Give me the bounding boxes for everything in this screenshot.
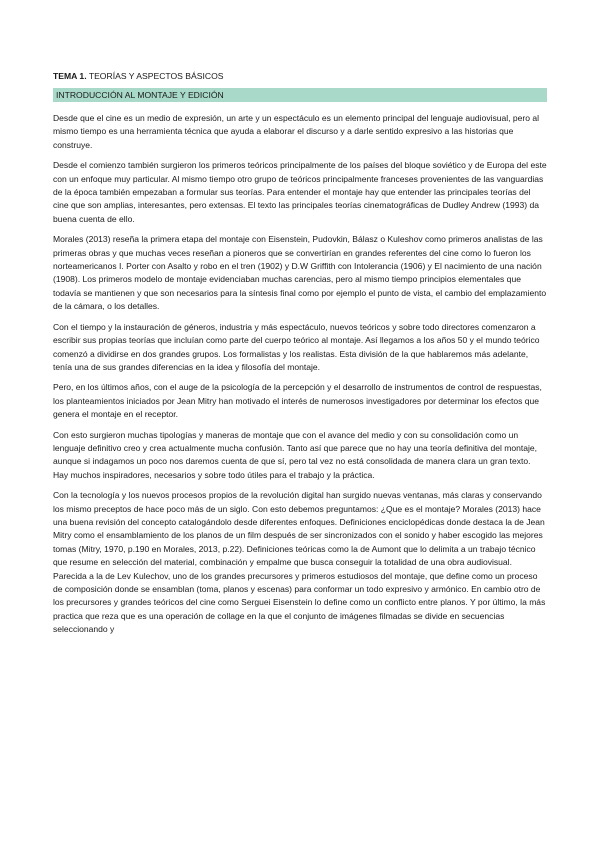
- paragraph: Desde que el cine es un medio de expresión, un arte y un espectáculo es un elemento principal del lenguaje audiovisual, pero al mismo tiempo es una herramienta técnica que ayuda a elaborar el discurso y a darle sentido expresivo a las historias que construye.: [53, 113, 540, 150]
- chapter-title: [53, 70, 547, 82]
- page-content: [53, 70, 547, 644]
- paragraph: Pero, en los últimos años, con el auge de la psicología de la percepción y el desarrollo de instrumentos de control de respuestas, los planteamientos iniciados por Jean Mitry han motivado el interés de numerosos investigadores por determinar los efectos que genera el montaje en el receptor.: [53, 382, 542, 420]
- paragraph: Con la tecnología y los nuevos procesos propios de la revolución digital han surgido nuevas ventanas, más claras y conservando los mismo preceptos de hace poco más de un siglo. Con esto debemos preguntamos: ¿Que es el montaje? Morales (2013) hace una buena revisión del concepto catalogándolo desde diferentes enfoques. Definiciones enciclopédicas donde destaca la de Jean Mitry como el ensamblamiento de los planos de un film después de ser sincronizados con el sonido y haber escogido las mejores tomas (Mitry, 1970, p.190 en Morales, 2013, p.22). Definiciones teóricas como la de Aumont que lo delimita a un trabajo técnico que resume en selección del material, combinación y empalme que busca conseguir la totalidad de una obra audiovisual. Parecida a la de Lev Kulechov, uno de los grandes precursores y primeros estudiosos del montaje, que define como un proceso de composición donde se ensamblan (toma, planos y escenas) para conformar un todo expresivo y armónico. En cambio otro de los precursores y grandes teóricos del cine como Serguei Eisenstein lo define como un conflicto entre planos. Y por último, la más practica que reza que es una operación de collage en la que el conjunto de imágenes filmadas se divide en secuencias seleccionando y: [53, 490, 546, 635]
- paragraph: Morales (2013) reseña la primera etapa del montaje con Eisenstein, Pudovkin, Bálasz o Kuleshov como primeros analistas de las primeras obras y que muchas veces reseñan a pioneros que se convertirían en grandes referentes del cine como lo fueron los norteamericanos I. Porter con Asalto y robo en el tren (1902) y D.W Griffith con Intolerancia (1906) y El nacimiento de una nación (1908). Los primeros modelo de montaje evidenciaban muchas carencias, pero al mismo tiempo principios elementales que todavía se mantienen y que son necesarios para la síntesis final como por ejemplo el punto de vista, el cambio del emplazamiento de la cámara, o los detalles.: [53, 234, 547, 312]
- paragraph: Con esto surgieron muchas tipologías y maneras de montaje que con el avance del medio y con su consolidación como un lenguaje definitivo creo y crea actualmente mucha confusión. Tanto así que parece que no hay una teoría definitiva del montaje, aunque si indagamos un poco nos daremos cuenta de que sí, pero tal vez no está consolidada de manera clara un gran texto. Hay muchos inspiradores, necesarios y sobre todo útiles para el trabajo y la práctica.: [53, 429, 538, 480]
- paragraph: Desde el comienzo también surgieron los primeros teóricos principalmente de los países del bloque soviético y de Europa del este con un enfoque muy particular. Al mismo tiempo otro grupo de teóricos principalmente franceses provenientes de las vanguardias de la época también empezaban a formular sus teorías. Para entender el montaje hay que entender las principales teorías del cine que son amplias, interesantes, pero extensas. El texto las principales teorías cinematográficas de Dudley Andrew (1993) da buena cuenta de ello.: [53, 160, 547, 224]
- chapter-number: TEMA 1.: [53, 71, 87, 81]
- paragraph: Con el tiempo y la instauración de géneros, industria y más espectáculo, nuevos teóricos y sobre todo directores comenzaron a escribir sus propias teorías que incluían como parte del cuerpo teórico al montaje. Así llegamos a los años 50 y el mundo teórico comenzó a dividirse en dos grandes grupos. Los formalistas y los realistas. Esta división de la que hablaremos más adelante, tenía una de sus grandes diferencias en la idea y filosofía del montaje.: [53, 321, 540, 372]
- section-heading: INTRODUCCIÓN AL MONTAJE Y EDICIÓN: [53, 88, 547, 102]
- chapter-name: TEORÍAS Y ASPECTOS BÁSICOS: [86, 71, 224, 81]
